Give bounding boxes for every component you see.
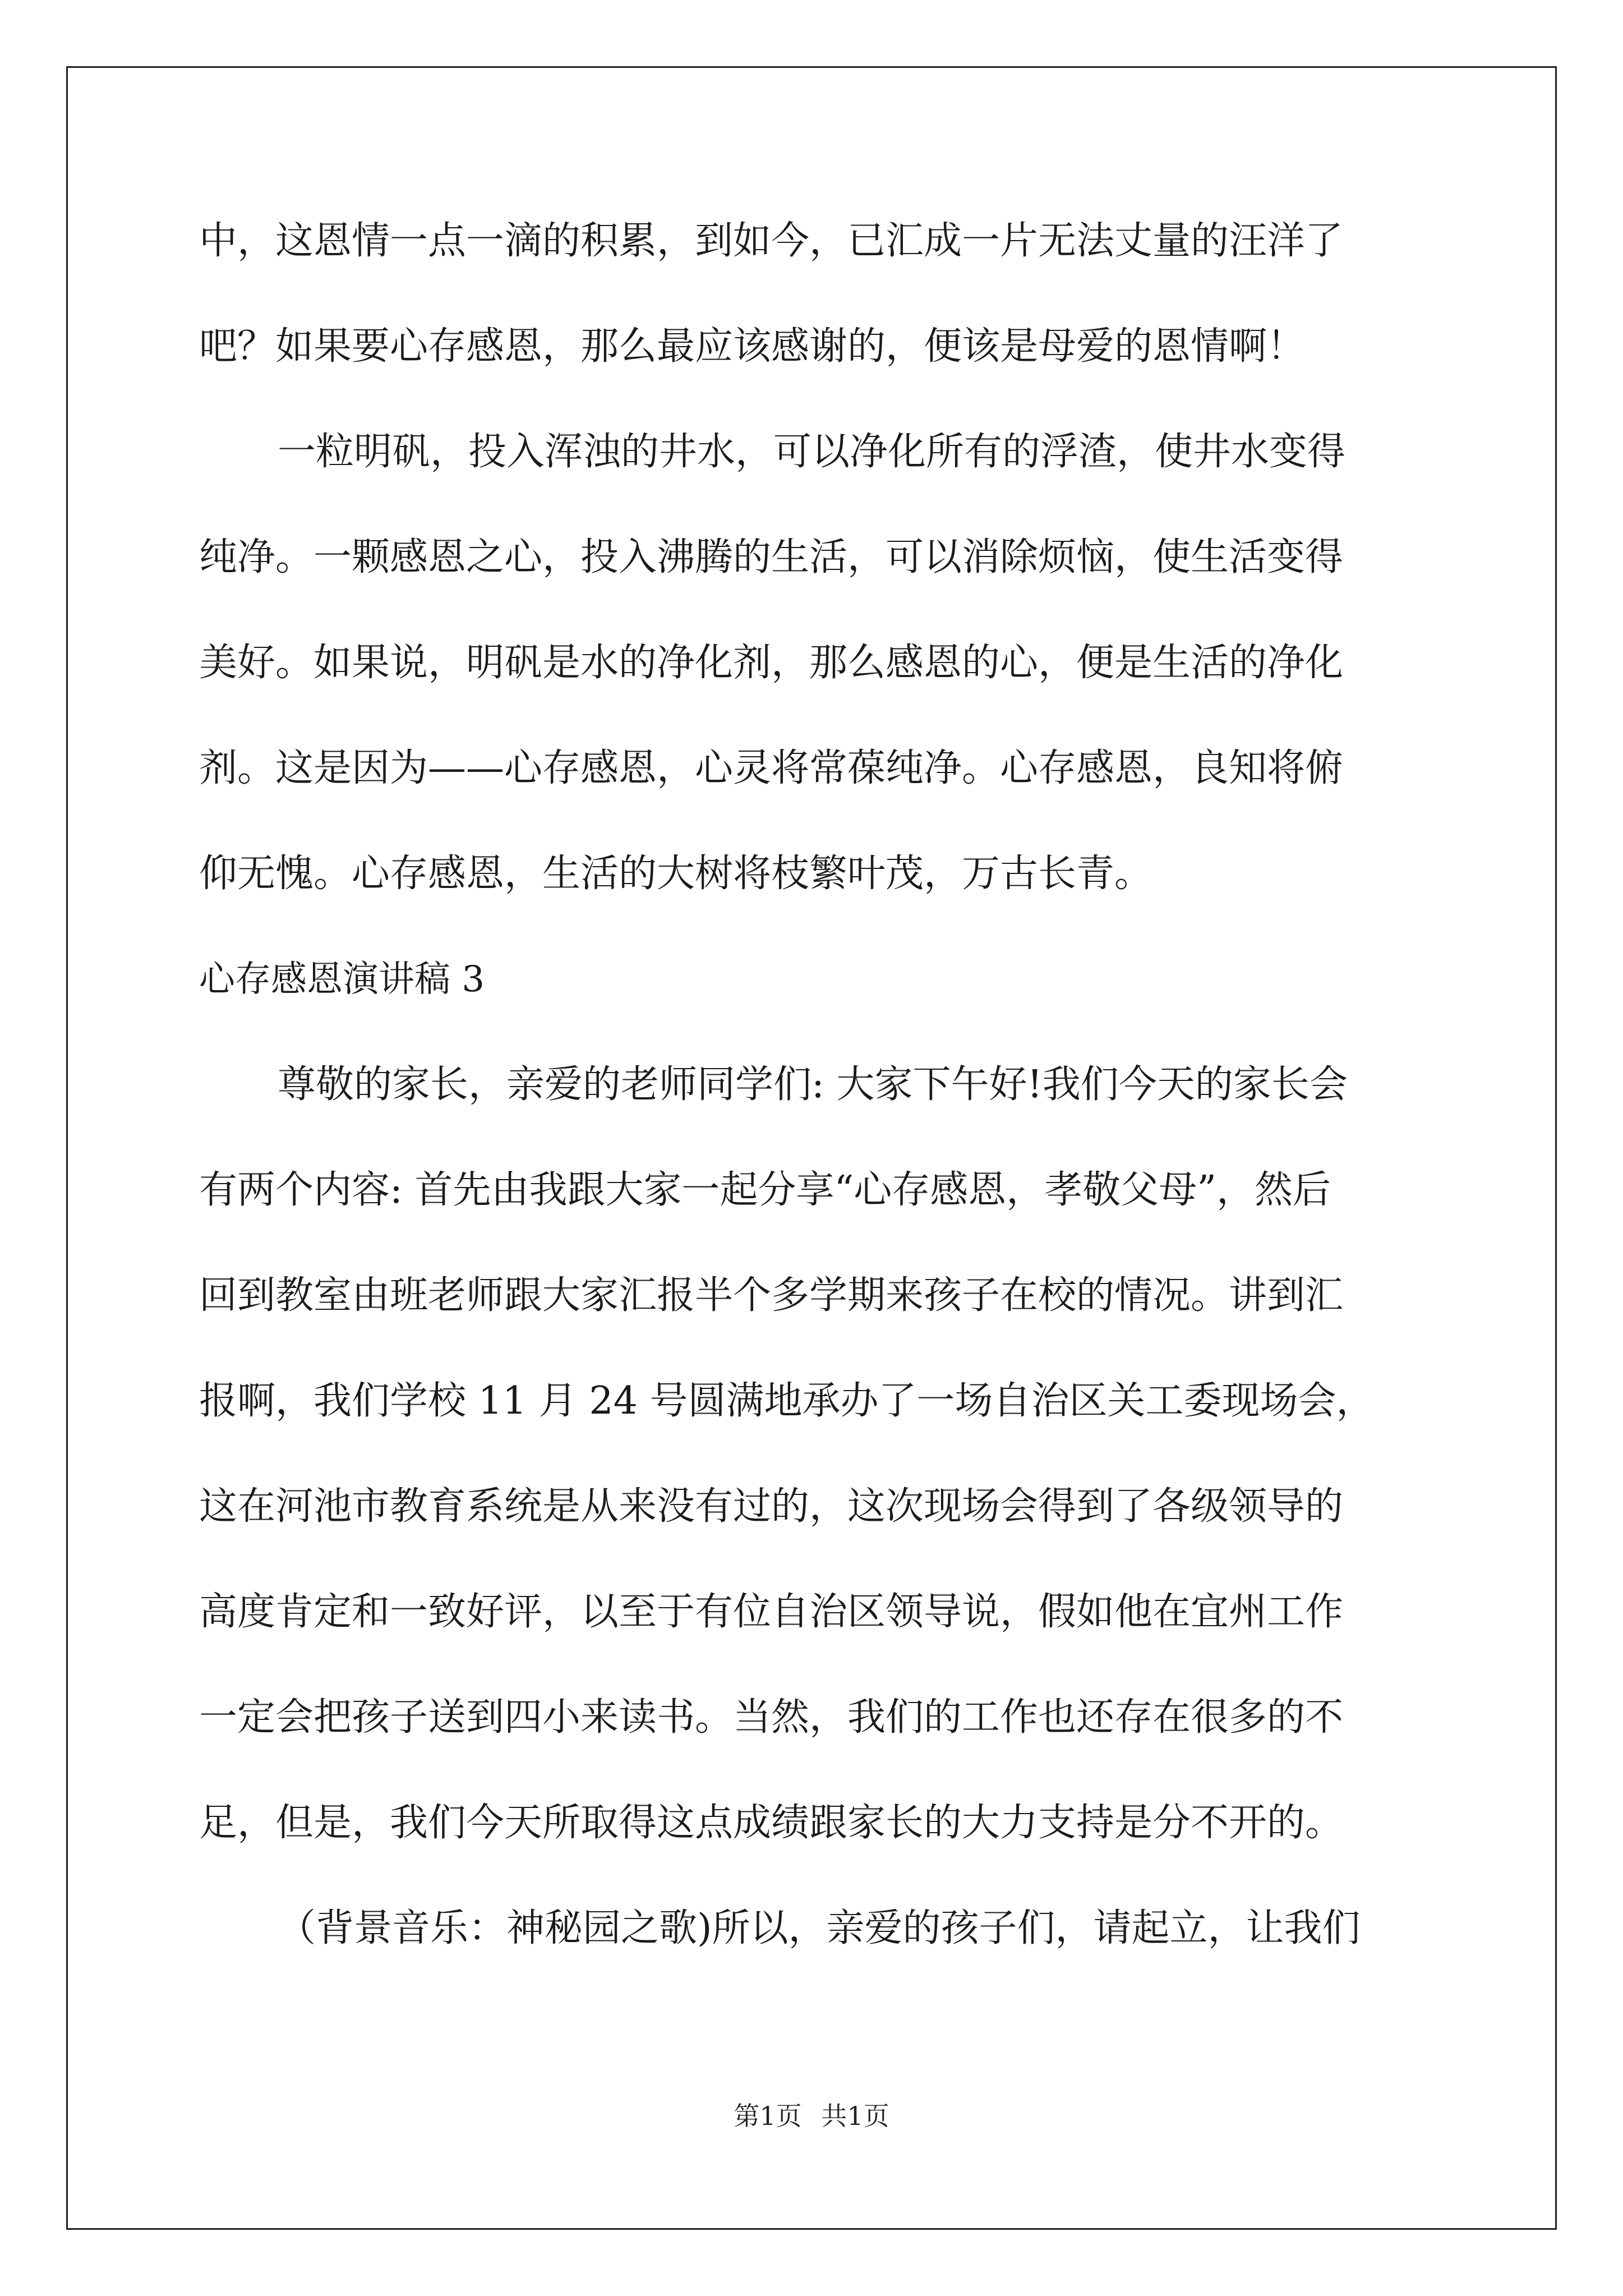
- text-line: 美好。如果说，明矾是水的净化剂，那么感恩的心，便是生活的净化: [199, 641, 1344, 685]
- text-line: 剂。这是因为——心存感恩，心灵将常葆纯净。心存感恩，良知将俯: [199, 746, 1344, 790]
- document-body: [199, 219, 1427, 2014]
- text-line: 仰无愧。心存感恩，生活的大树将枝繁叶茂，万古长青。: [199, 852, 1153, 896]
- text-line: 中，这恩情一点一滴的积累，到如今，已汇成一片无法丈量的汪洋了: [199, 219, 1344, 263]
- paragraph-first-line: （背景音乐：神秘园之歌)所以，亲爱的孩子们，请起立，让我们: [278, 1906, 1361, 1950]
- paragraph-first-line: 一粒明矾，投入浑浊的井水，可以净化所有的浮渣，使井水变得: [278, 430, 1346, 474]
- text-line: 这在河池市教育系统是从来没有过的，这次现场会得到了各级领导的: [199, 1484, 1344, 1529]
- section-heading: 心存感恩演讲稿 3: [199, 959, 485, 1000]
- page-total: 共1页: [821, 2101, 889, 2131]
- page-number: 第1页: [734, 2101, 802, 2131]
- text-line: 吧？如果要心存感恩，那么最应该感谢的，便该是母爱的恩情啊！: [199, 324, 1306, 369]
- page-footer: [0, 2102, 1623, 2130]
- text-line: 足，但是，我们今天所取得这点成绩跟家长的大力支持是分不开的。: [199, 1801, 1344, 1845]
- text-line: 报啊，我们学校 11 月 24 号圆满地承办了一场自治区关工委现场会，: [199, 1379, 1375, 1423]
- paragraph-first-line: 尊敬的家长，亲爱的老师同学们: 大家下午好!我们今天的家长会: [278, 1062, 1348, 1107]
- text-line: 纯净。一颗感恩之心，投入沸腾的生活，可以消除烦恼，使生活变得: [199, 535, 1344, 579]
- text-line: 高度肯定和一致好评，以至于有位自治区领导说，假如他在宜州工作: [199, 1590, 1344, 1634]
- text-line: 一定会把孩子送到四小来读书。当然，我们的工作也还存在很多的不: [199, 1695, 1344, 1740]
- text-line: 回到教室由班老师跟大家汇报半个多学期来孩子在校的情况。讲到汇: [199, 1273, 1344, 1318]
- text-line: 有两个内容: 首先由我跟大家一起分享“心存感恩，孝敬父母”，然后: [199, 1168, 1331, 1212]
